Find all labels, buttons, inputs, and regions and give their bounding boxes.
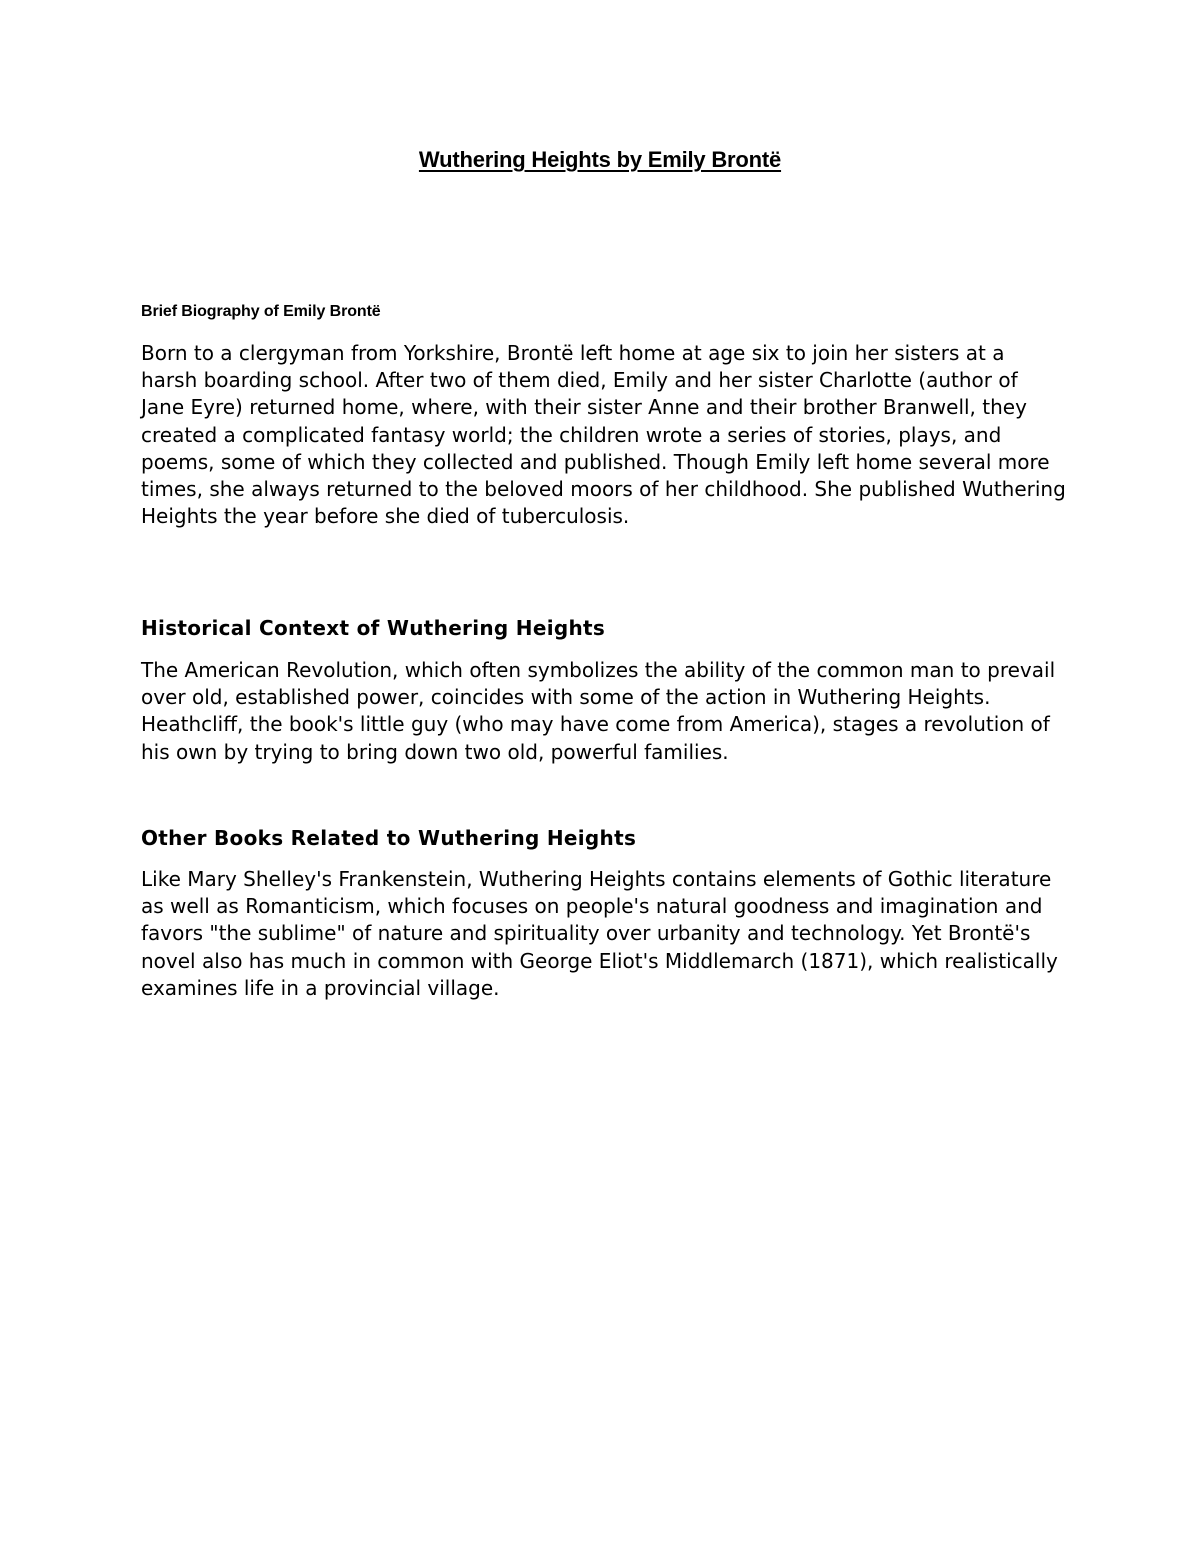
section-heading-related-books: Other Books Related to Wuthering Heights [141,826,637,850]
section-body-biography: Born to a clergyman from Yorkshire, Brontë left home at age six to join her sisters at a harsh boarding school. After two of them died, Emily and her sister Charlotte (author of Jane Eyre) returned home, where, with their sister Anne and their brother Branwell, they created a complicated fantasy world; the children wrote a series of stories, plays, and poems, some of which they collected and published. Though Emily left home several more times, she always returned to the beloved moors of her childhood. She published Wuthering Heights the year before she died of tuberculosis. [141,341,1066,529]
section-body-related-books: Like Mary Shelley's Frankenstein, Wuthering Heights contains elements of Gothic literature as well as Romanticism, which focuses on people's natural goodness and imagination and favors "the sublime" of nature and spirituality over urbanity and technology. Yet Brontë's novel also has much in common with George Eliot's Middlemarch (1871), which realistically examines life in a provincial village. [141,867,1058,1000]
section-body-historical-context: The American Revolution, which often symbolizes the ability of the common man to prevail over old, established power, coincides with some of the action in Wuthering Heights. Heathcliff, the book's little guy (who may have come from America), stages a revolution of his own by trying to bring down two old, powerful families. [141,658,1056,764]
document-title: Wuthering Heights by Emily Brontë [418,147,782,172]
section-heading-historical-context: Historical Context of Wuthering Heights [141,616,606,640]
section-heading-biography: Brief Biography of Emily Brontë [141,303,381,320]
